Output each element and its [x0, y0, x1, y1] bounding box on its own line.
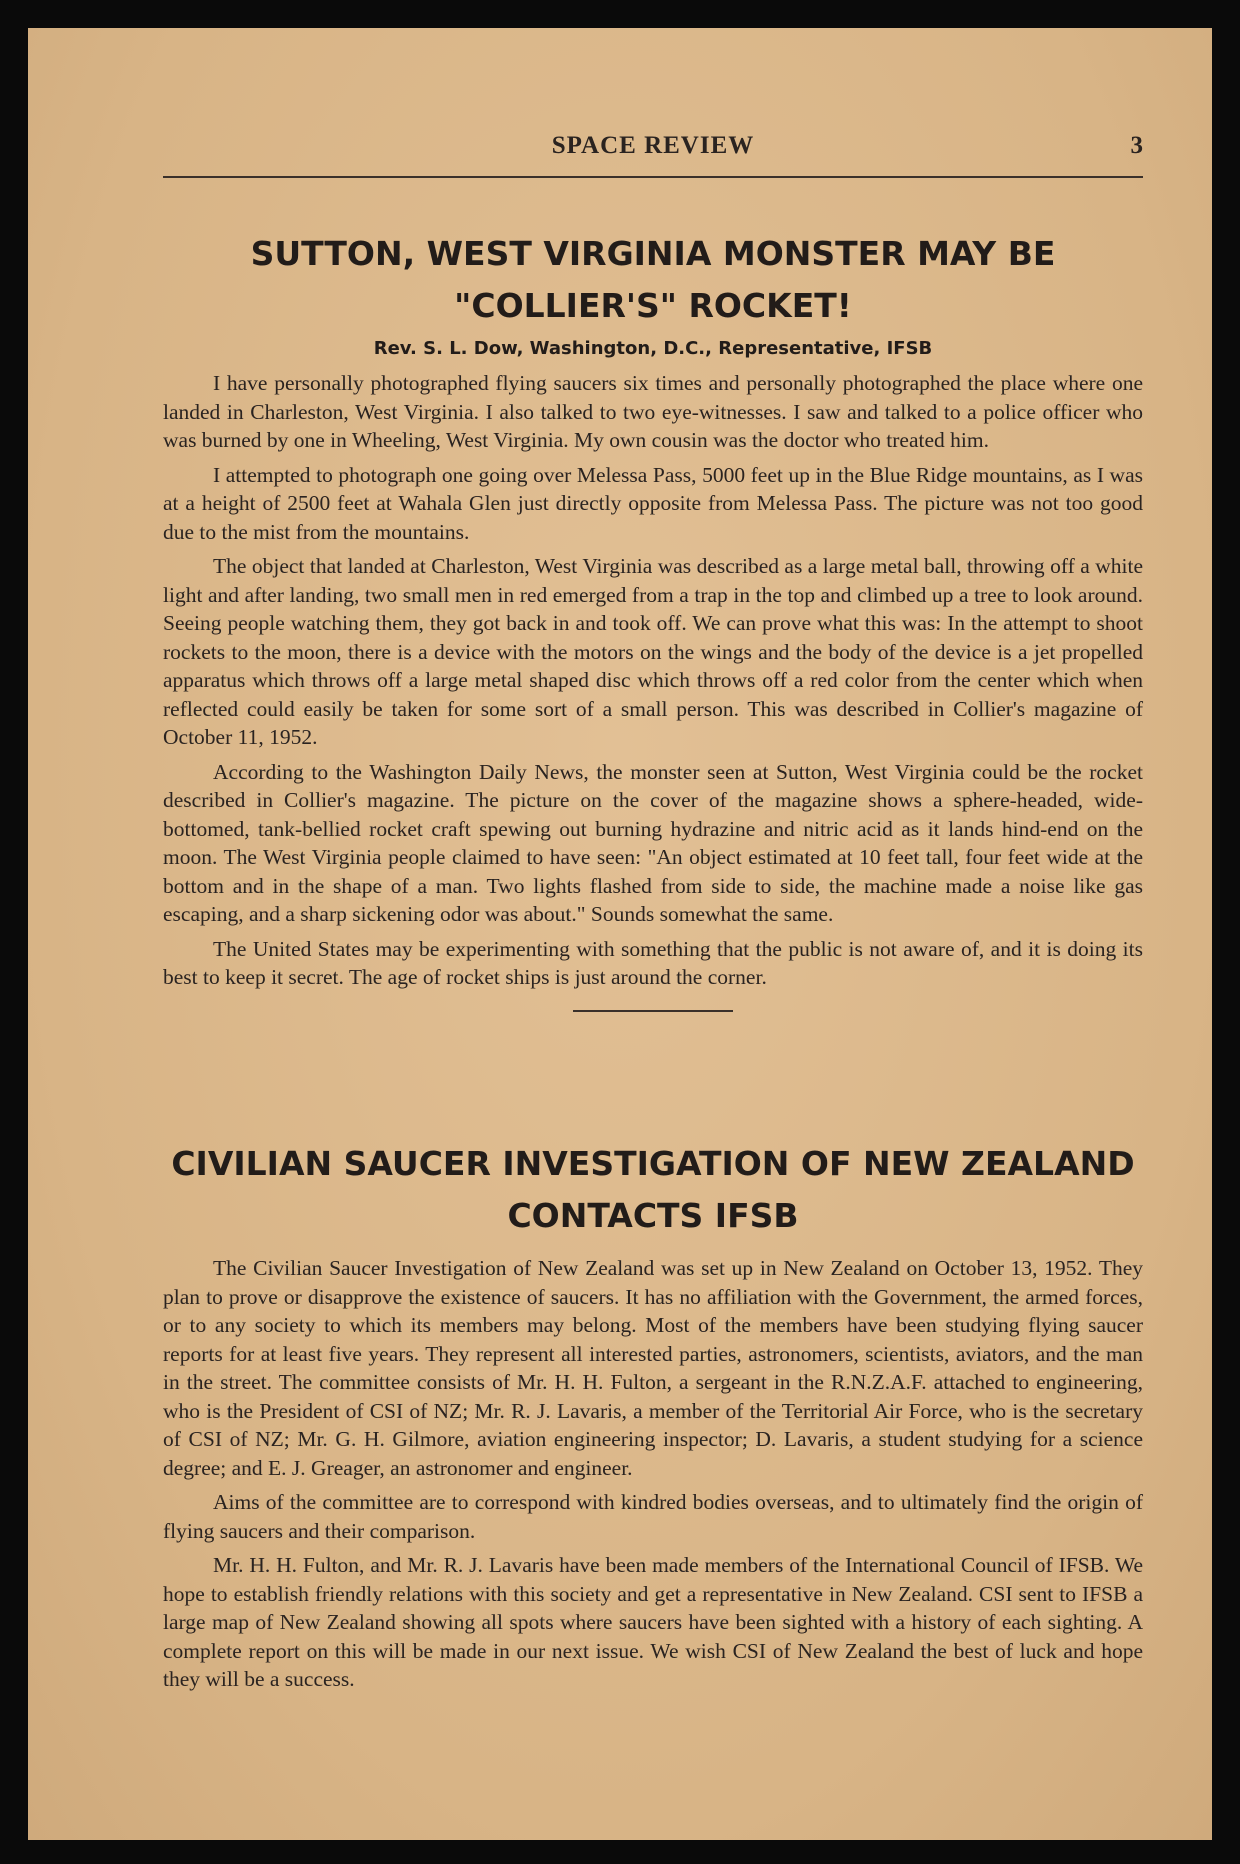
article-title-line-1: CIVILIAN SAUCER INVESTIGATION OF NEW ZEALAND — [171, 1144, 1135, 1183]
paragraph: The United States may be experimenting with something that the public is not aware of, and it is doing its best to keep it secret. The age of rocket ships is just around the corner. — [163, 936, 1143, 989]
running-head: SPACE REVIEW — [551, 132, 755, 159]
page-number: 3 — [1130, 132, 1143, 159]
paragraph: According to the Washington Daily News, the monster seen at Sutton, West Virginia could be the rocket described in Collier's magazine. The picture on the cover of the magazine shows a sphere-headed, wide-bottomed, tank-bellied rocket craft spewing out burning hydrazine and nitric acid as it lands hind-end on the moon. The West Virginia people claimed to have seen: "An object estimated at 10 feet tall, four feet wide at the bottom and in the shape of a man. Two lights flashed from side to side, the machine made a noise like gas escaping, and a sharp sickening odor was about." Sounds somewhat the same. — [163, 759, 1143, 926]
paragraph: Mr. H. H. Fulton, and Mr. R. J. Lavaris have been made members of the International Council of IFSB. We hope to establish friendly relations with this society and get a representative in New Zealand. CSI sent to IFSB a large map of New Zealand showing all spots where saucers have been sighted with a history of each sighting. A complete report on this will be made in our next issue. We wish CSI of New Zealand the best of luck and hope they will be a success. — [163, 1553, 1143, 1691]
document-page — [28, 28, 1212, 1840]
section-divider — [573, 1010, 733, 1012]
paragraph: I attempted to photograph one going over Melessa Pass, 5000 feet up in the Blue Ridge mountains, as I was at a height of 2500 feet at Wahala Glen just directly opposite from Melessa Pass. The picture was not too good due to the mist from the mountains. — [163, 462, 1143, 544]
paragraph: The object that landed at Charleston, West Virginia was described as a large metal ball, throwing off a white light and after landing, two small men in red emerged from a trap in the top and climbed up a tree to look around. Seeing people watching them, they got back in and took off. We can prove what this was: In the attempt to shoot rockets to the moon, there is a device with the motors on the wings and the body of the device is a jet propelled apparatus which throws off a large metal shaped disc which throws off a red color from the center which when reflected could easily be taken for some sort of a small person. This was described in Collier's magazine of October 11, 1952. — [163, 554, 1143, 749]
page-header — [163, 132, 1143, 178]
byline: Rev. S. L. Dow, Washington, D.C., Representative, IFSB — [373, 338, 933, 359]
article-title-line-1: SUTTON, WEST VIRGINIA MONSTER MAY BE — [250, 234, 1056, 273]
article-sutton-monster — [163, 228, 1143, 1012]
paragraph: Aims of the committee are to correspond with kindred bodies overseas, and to ultimately find the origin of flying saucers and their comparison. — [163, 1490, 1143, 1543]
paragraph: I have personally photographed flying saucers six times and personally photographed the place where one landed in Charleston, West Virginia. I also talked to two eye-witnesses. I saw and talked to a police officer who was burned by one in Wheeling, West Virginia. My own cousin was the doctor who treated him. — [163, 371, 1143, 452]
article-csi-new-zealand — [163, 1138, 1143, 1700]
article-title-line-2: CONTACTS IFSB — [507, 1196, 799, 1235]
article-title — [163, 228, 1143, 332]
article-title-line-2: "COLLIER'S" ROCKET! — [454, 286, 852, 325]
article-title — [163, 1138, 1143, 1242]
paragraph: The Civilian Saucer Investigation of New Zealand was set up in New Zealand on October 13, 1952. They plan to prove or disapprove the existence of saucers. It has no affiliation with the Government, the armed forces, or to any society to which its members may belong. Most of the members have been studying flying saucer reports for at least five years. They represent all interested parties, astronomers, scientists, aviators, and the man in the street. The committee consists of Mr. H. H. Fulton, a sergeant in the R.N.Z.A.F. attached to engineering, who is the President of CSI of NZ; Mr. R. J. Lavaris, a member of the Territorial Air Force, who is the secretary of CSI of NZ; Mr. G. H. Gilmore, aviation engineering inspector; D. Lavaris, a student studying for a science degree; and E. J. Greager, an astronomer and engineer. — [163, 1256, 1143, 1480]
